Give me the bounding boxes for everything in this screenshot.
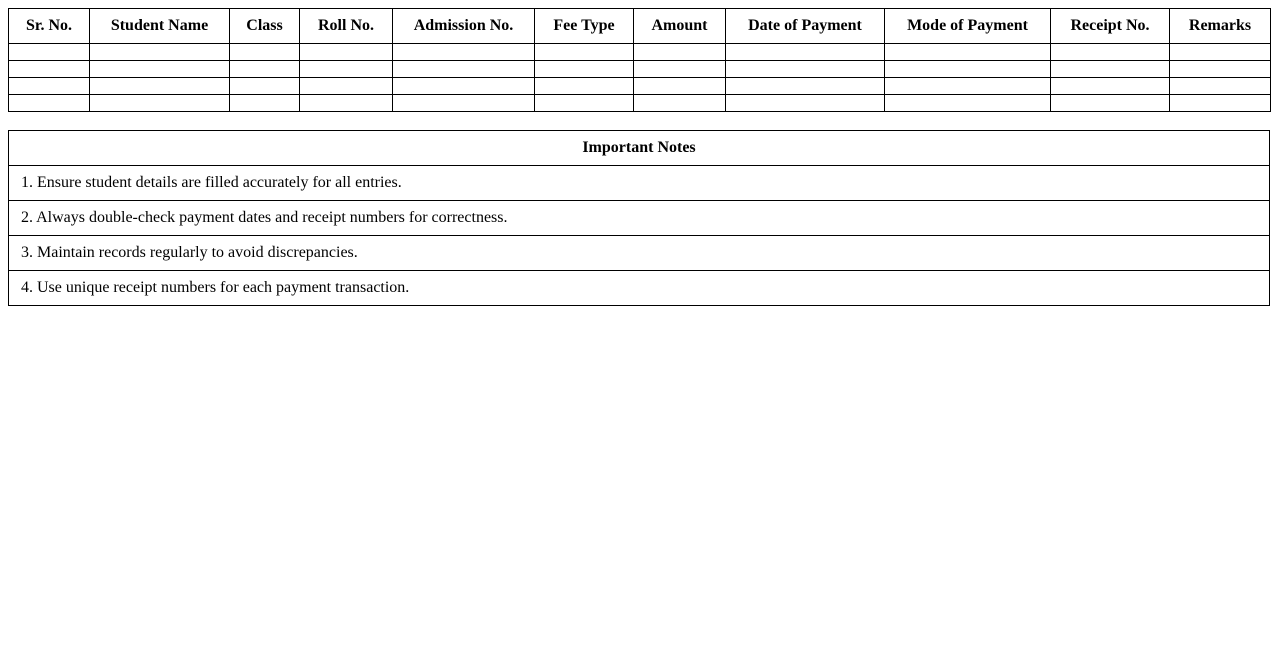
table-cell xyxy=(885,44,1051,61)
table-cell xyxy=(9,78,90,95)
table-cell xyxy=(1170,44,1271,61)
column-header-sr-no: Sr. No. xyxy=(9,9,90,44)
table-cell xyxy=(634,44,726,61)
table-row xyxy=(9,44,1271,61)
table-header-row xyxy=(9,9,1271,44)
table-cell xyxy=(1170,78,1271,95)
note-row xyxy=(9,236,1270,271)
table-cell xyxy=(90,95,230,112)
table-cell xyxy=(90,44,230,61)
table-cell xyxy=(1051,78,1170,95)
column-header-mode-of-payment: Mode of Payment xyxy=(885,9,1051,44)
column-header-remarks: Remarks xyxy=(1170,9,1271,44)
table-cell xyxy=(634,95,726,112)
table-cell xyxy=(393,78,535,95)
table-cell xyxy=(1051,95,1170,112)
table-cell xyxy=(230,61,300,78)
table-cell xyxy=(726,78,885,95)
note-row xyxy=(9,271,1270,306)
table-cell xyxy=(1170,61,1271,78)
important-notes-table xyxy=(8,130,1270,306)
table-cell xyxy=(300,44,393,61)
notes-header-row xyxy=(9,131,1270,166)
table-cell xyxy=(300,95,393,112)
table-cell xyxy=(726,61,885,78)
table-cell xyxy=(230,78,300,95)
column-header-roll-no: Roll No. xyxy=(300,9,393,44)
column-header-receipt-no: Receipt No. xyxy=(1051,9,1170,44)
note-item: 1. Ensure student details are filled accurately for all entries. xyxy=(9,166,1270,201)
fee-table-body xyxy=(9,44,1271,112)
column-header-class: Class xyxy=(230,9,300,44)
table-row xyxy=(9,95,1271,112)
table-cell xyxy=(230,44,300,61)
notes-title: Important Notes xyxy=(9,131,1270,166)
table-cell xyxy=(1170,95,1271,112)
note-item: 3. Maintain records regularly to avoid discrepancies. xyxy=(9,236,1270,271)
table-cell xyxy=(726,44,885,61)
table-cell xyxy=(535,61,634,78)
table-cell xyxy=(393,95,535,112)
table-row xyxy=(9,78,1271,95)
table-cell xyxy=(393,44,535,61)
table-cell xyxy=(535,44,634,61)
table-cell xyxy=(9,95,90,112)
table-cell xyxy=(300,61,393,78)
table-cell xyxy=(885,78,1051,95)
table-cell xyxy=(726,95,885,112)
table-cell xyxy=(535,78,634,95)
table-cell xyxy=(1051,44,1170,61)
table-cell xyxy=(90,61,230,78)
table-cell xyxy=(300,78,393,95)
table-cell xyxy=(230,95,300,112)
table-cell xyxy=(9,44,90,61)
column-header-date-of-payment: Date of Payment xyxy=(726,9,885,44)
note-row xyxy=(9,166,1270,201)
note-item: 2. Always double-check payment dates and receipt numbers for correctness. xyxy=(9,201,1270,236)
table-cell xyxy=(885,61,1051,78)
table-cell xyxy=(1051,61,1170,78)
table-row xyxy=(9,61,1271,78)
fee-records-table xyxy=(8,8,1271,112)
table-cell xyxy=(634,61,726,78)
note-item: 4. Use unique receipt numbers for each payment transaction. xyxy=(9,271,1270,306)
note-row xyxy=(9,201,1270,236)
column-header-student-name: Student Name xyxy=(90,9,230,44)
table-cell xyxy=(634,78,726,95)
table-cell xyxy=(885,95,1051,112)
column-header-amount: Amount xyxy=(634,9,726,44)
column-header-fee-type: Fee Type xyxy=(535,9,634,44)
column-header-admission-no: Admission No. xyxy=(393,9,535,44)
table-cell xyxy=(9,61,90,78)
table-cell xyxy=(393,61,535,78)
table-cell xyxy=(535,95,634,112)
table-cell xyxy=(90,78,230,95)
